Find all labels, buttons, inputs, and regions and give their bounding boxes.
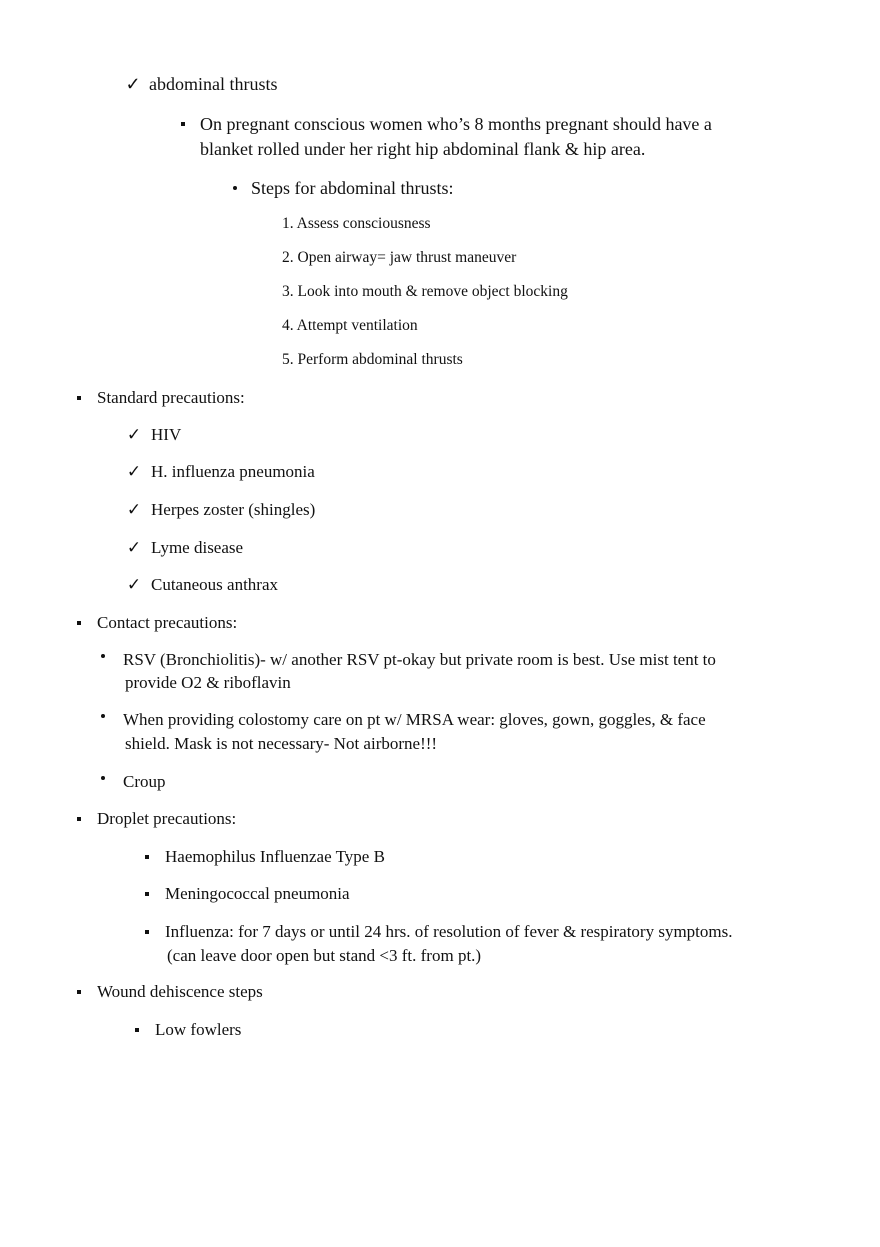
wound-item: Low fowlers xyxy=(155,1020,242,1039)
square-bullet-icon xyxy=(145,930,149,934)
contact-item-line-1: Croup xyxy=(123,772,166,791)
abdominal-thrusts-heading: abdominal thrusts xyxy=(149,74,278,94)
contact-item-line-1: RSV (Bronchiolitis)- w/ another RSV pt-okay but private room is best. Use mist tent to xyxy=(123,650,716,669)
contact-item-line-2: shield. Mask is not necessary- Not airborne!!! xyxy=(125,734,438,753)
step-item xyxy=(282,212,431,236)
wound-dehiscence-heading: Wound dehiscence steps xyxy=(97,982,263,1001)
step-text: Look into mouth & remove object blocking xyxy=(297,283,568,300)
step-number: 1. xyxy=(282,215,294,232)
square-bullet-icon xyxy=(181,122,185,126)
standard-item: Herpes zoster (shingles) xyxy=(151,500,316,519)
contact-item-line-1: When providing colostomy care on pt w/ MRSA wear: gloves, gown, goggles, & face xyxy=(123,710,706,729)
step-number: 3. xyxy=(282,283,294,300)
step-item xyxy=(282,246,516,270)
standard-item: Lyme disease xyxy=(151,538,244,557)
square-bullet-icon xyxy=(77,396,81,400)
pregnant-note-line-2: blanket rolled under her right hip abdominal flank & hip area. xyxy=(200,139,646,159)
round-bullet-icon xyxy=(101,654,105,658)
standard-item: H. influenza pneumonia xyxy=(151,462,315,481)
standard-precautions-heading: Standard precautions: xyxy=(97,388,245,407)
check-icon: ✓ xyxy=(126,500,142,519)
step-number: 4. xyxy=(282,317,294,334)
check-icon: ✓ xyxy=(126,538,142,557)
round-bullet-icon xyxy=(101,776,105,780)
step-text: Open airway= jaw thrust maneuver xyxy=(297,249,517,266)
step-item xyxy=(282,280,568,304)
standard-item: Cutaneous anthrax xyxy=(151,575,278,594)
step-text: Perform abdominal thrusts xyxy=(297,351,463,368)
step-text: Assess consciousness xyxy=(296,215,431,232)
droplet-item-line-1: Influenza: for 7 days or until 24 hrs. of resolution of fever & respiratory symptoms. xyxy=(165,922,733,941)
contact-item-line-2: provide O2 & riboflavin xyxy=(125,673,291,692)
droplet-item: Meningococcal pneumonia xyxy=(165,884,350,903)
square-bullet-icon xyxy=(135,1028,139,1032)
check-icon: ✓ xyxy=(125,74,141,94)
droplet-item: Haemophilus Influenzae Type B xyxy=(165,847,385,866)
square-bullet-icon xyxy=(77,817,81,821)
round-bullet-icon xyxy=(233,186,237,190)
square-bullet-icon xyxy=(77,990,81,994)
step-number: 2. xyxy=(282,249,294,266)
step-text: Attempt ventilation xyxy=(296,317,418,334)
steps-heading: Steps for abdominal thrusts: xyxy=(251,178,454,198)
round-bullet-icon xyxy=(101,714,105,718)
step-item xyxy=(282,314,418,338)
step-number: 5. xyxy=(282,351,294,368)
check-icon: ✓ xyxy=(126,425,142,444)
contact-precautions-heading: Contact precautions: xyxy=(97,613,238,632)
check-icon: ✓ xyxy=(126,575,142,594)
check-icon: ✓ xyxy=(126,462,142,481)
square-bullet-icon xyxy=(145,892,149,896)
square-bullet-icon xyxy=(77,621,81,625)
square-bullet-icon xyxy=(145,855,149,859)
droplet-item-line-2: (can leave door open but stand <3 ft. from pt.) xyxy=(167,946,482,965)
droplet-precautions-heading: Droplet precautions: xyxy=(97,809,237,828)
step-item xyxy=(282,348,463,372)
standard-item: HIV xyxy=(151,425,182,444)
pregnant-note-line-1: On pregnant conscious women who’s 8 months pregnant should have a xyxy=(200,114,712,134)
